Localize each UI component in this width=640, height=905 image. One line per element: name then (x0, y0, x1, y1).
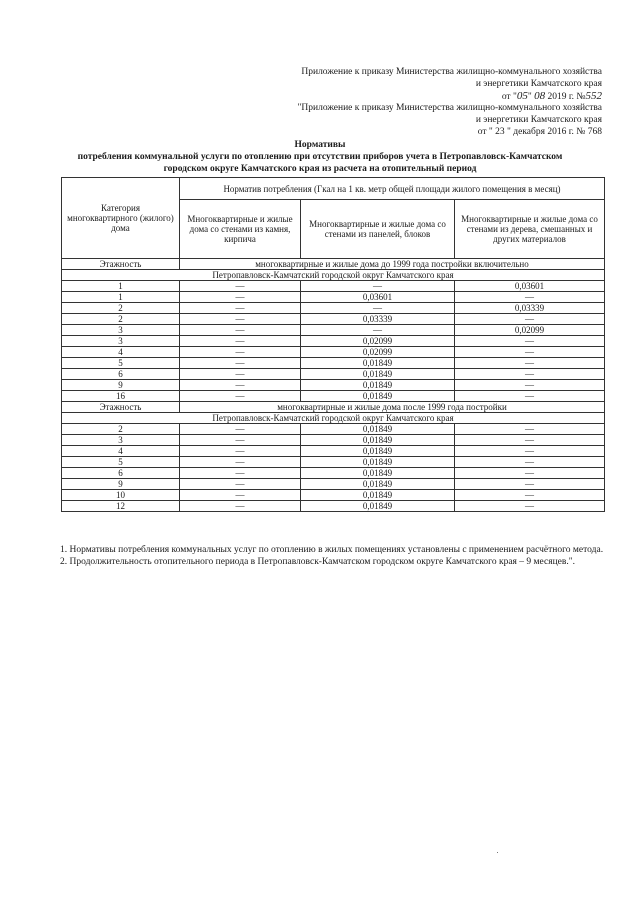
value-cell: 0,01849 (301, 501, 455, 512)
subtitle-line1: потребления коммунальной услуги по отоплению при отсутствии приборов учета в Петропавловск-Камчатском (77, 152, 563, 162)
value-cell: — (455, 446, 605, 457)
section-header-row (62, 259, 605, 270)
value-cell: — (455, 347, 605, 358)
order-header-line3: от "05" 08 2019 г. №552 (501, 90, 602, 102)
value-cell: — (455, 358, 605, 369)
subtitle-line2: городском округе Камчатского края из расчета на отопительный период (163, 164, 477, 174)
value-cell: — (455, 314, 605, 325)
value-cell: — (180, 336, 301, 347)
prior-order-line3: от " 23 " декабря 2016 г. № 768 (477, 127, 602, 137)
floors-cell: 9 (62, 380, 180, 391)
table-row (62, 281, 605, 292)
floors-cell: 4 (62, 446, 180, 457)
floors-cell: 12 (62, 501, 180, 512)
value-cell: 0,01849 (301, 490, 455, 501)
table-row (62, 292, 605, 303)
handwritten-month: 08 (534, 90, 546, 102)
table-row (62, 424, 605, 435)
table-row (62, 501, 605, 512)
value-cell: 0,02099 (301, 347, 455, 358)
table-row (62, 303, 605, 314)
table-row (62, 435, 605, 446)
value-cell: — (301, 303, 455, 314)
table-row (62, 391, 605, 402)
value-cell: — (180, 490, 301, 501)
district-row (62, 270, 605, 281)
value-cell: — (455, 435, 605, 446)
value-cell: — (455, 457, 605, 468)
period-label: многоквартирные и жилые дома до 1999 года постройки включительно (180, 259, 605, 270)
value-cell: — (180, 325, 301, 336)
floors-cell: 3 (62, 325, 180, 336)
value-cell: 0,01849 (301, 369, 455, 380)
scan-speck (497, 852, 498, 853)
value-cell: — (455, 490, 605, 501)
value-cell: — (180, 446, 301, 457)
col-header-wood: Многоквартирные и жилые дома со стенами из дерева, смешанных и других материалов (455, 200, 605, 259)
floors-cell: 5 (62, 358, 180, 369)
value-cell: — (455, 292, 605, 303)
handwritten-day: 05 (516, 90, 528, 102)
prior-order-line1: "Приложение к приказу Министерства жилищно-коммунального хозяйства (297, 103, 602, 113)
value-cell: 0,03601 (301, 292, 455, 303)
floors-cell: 2 (62, 424, 180, 435)
document-title: Нормативы (294, 140, 346, 150)
table-row (62, 479, 605, 490)
floors-cell: 1 (62, 281, 180, 292)
floors-cell: 1 (62, 292, 180, 303)
value-cell: — (455, 424, 605, 435)
value-cell: 0,03339 (301, 314, 455, 325)
prior-order-line2: и энергетики Камчатского края (475, 115, 602, 125)
value-cell: 0,01849 (301, 358, 455, 369)
value-cell: — (455, 380, 605, 391)
value-cell: — (180, 380, 301, 391)
value-cell: — (180, 424, 301, 435)
norms-table (61, 177, 605, 512)
col-header-panel: Многоквартирные и жилые дома со стенами из панелей, блоков (301, 200, 455, 259)
value-cell: — (455, 479, 605, 490)
district-row (62, 413, 605, 424)
value-cell: — (455, 468, 605, 479)
handwritten-number: 552 (585, 90, 602, 102)
value-cell: 0,02099 (455, 325, 605, 336)
table-row (62, 468, 605, 479)
value-cell: — (180, 501, 301, 512)
value-cell: — (180, 435, 301, 446)
table-row (62, 369, 605, 380)
floors-cell: 2 (62, 314, 180, 325)
table-body (62, 259, 605, 512)
section-header-row (62, 402, 605, 413)
floors-cell: 3 (62, 336, 180, 347)
document-subtitle (40, 151, 600, 175)
floors-cell: 16 (62, 391, 180, 402)
floors-cell: 2 (62, 303, 180, 314)
floors-label: Этажность (62, 402, 180, 413)
floors-cell: 6 (62, 468, 180, 479)
table-row (62, 457, 605, 468)
value-cell: — (180, 303, 301, 314)
table-row (62, 347, 605, 358)
norm-header: Норматив потребления (Гкал на 1 кв. метр общей площади жилого помещения в месяц) (180, 178, 605, 200)
table-row (62, 314, 605, 325)
note-2: 2. Продолжительность отопительного периода в Петропавловск-Камчатском городском округе Камчатского края – 9 месяцев.". (60, 557, 575, 567)
value-cell: — (180, 281, 301, 292)
floors-cell: 5 (62, 457, 180, 468)
order-header-line2: и энергетики Камчатского края (475, 79, 602, 89)
category-header: Категория многоквартирного (жилого) дома (62, 178, 180, 259)
value-cell: — (301, 281, 455, 292)
table-row (62, 358, 605, 369)
floors-cell: 3 (62, 435, 180, 446)
value-cell: — (180, 457, 301, 468)
floors-cell: 9 (62, 479, 180, 490)
col-header-stone: Многоквартирные и жилые дома со стенами из камня, кирпича (180, 200, 301, 259)
value-cell: — (180, 358, 301, 369)
floors-cell: 6 (62, 369, 180, 380)
value-cell: — (180, 347, 301, 358)
floors-label: Этажность (62, 259, 180, 270)
value-cell: — (455, 369, 605, 380)
district-label: Петропавловск-Камчатский городской округ Камчатского края (62, 270, 605, 281)
value-cell: — (455, 336, 605, 347)
order-header (301, 66, 602, 103)
value-cell: — (455, 391, 605, 402)
period-label: многоквартирные и жилые дома после 1999 года постройки (180, 402, 605, 413)
value-cell: — (180, 292, 301, 303)
value-cell: — (180, 314, 301, 325)
value-cell: — (180, 369, 301, 380)
prior-order-header (298, 102, 603, 138)
value-cell: 0,01849 (301, 457, 455, 468)
note-1: 1. Нормативы потребления коммунальных услуг по отоплению в жилых помещениях установлены с применением расчётного метода. (60, 545, 604, 555)
value-cell: — (180, 391, 301, 402)
value-cell: 0,01849 (301, 479, 455, 490)
value-cell: — (301, 325, 455, 336)
value-cell: 0,02099 (301, 336, 455, 347)
floors-cell: 10 (62, 490, 180, 501)
value-cell: 0,01849 (301, 468, 455, 479)
district-label: Петропавловск-Камчатский городской округ Камчатского края (62, 413, 605, 424)
table-row (62, 325, 605, 336)
order-header-line1: Приложение к приказу Министерства жилищно-коммунального хозяйства (301, 67, 602, 77)
value-cell: — (180, 479, 301, 490)
table-row (62, 336, 605, 347)
table-row (62, 490, 605, 501)
value-cell: — (180, 468, 301, 479)
table-row (62, 446, 605, 457)
floors-cell: 4 (62, 347, 180, 358)
table-row (62, 380, 605, 391)
value-cell: 0,03339 (455, 303, 605, 314)
value-cell: 0,01849 (301, 424, 455, 435)
value-cell: 0,01849 (301, 446, 455, 457)
value-cell: 0,03601 (455, 281, 605, 292)
value-cell: 0,01849 (301, 380, 455, 391)
value-cell: 0,01849 (301, 391, 455, 402)
value-cell: 0,01849 (301, 435, 455, 446)
notes (60, 544, 608, 568)
value-cell: — (455, 501, 605, 512)
